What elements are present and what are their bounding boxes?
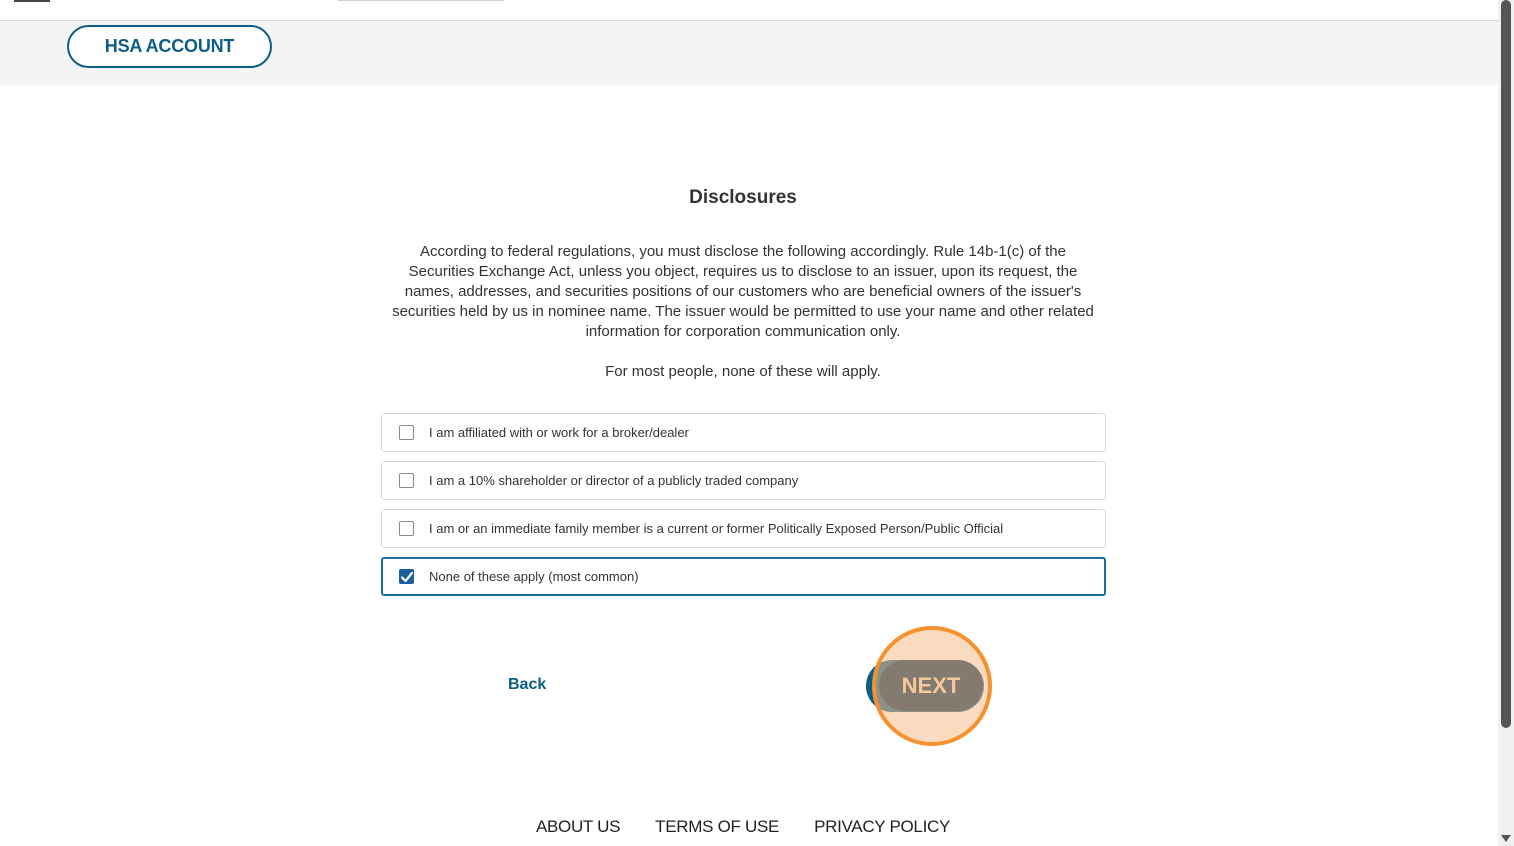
footer-link-about-us[interactable]: ABOUT US [535, 817, 621, 836]
checkbox-10-percent-shareholder[interactable] [399, 473, 414, 488]
scroll-down-arrow-icon[interactable] [1501, 835, 1511, 842]
option-none-apply[interactable] [381, 557, 1106, 596]
option-label: I am a 10% shareholder or director of a publicly traded company [429, 473, 799, 488]
disclosure-intro-text: According to federal regulations, you must disclose the following accordingly. Rule 14b-1(c) of the Securities Exchange Act, unless you object, requires us to disclose to an issuer, upon its request, the names, addresses, and securities positions of our customers who are beneficial owners of the issuer's securities held by us in nominee name. The issuer would be permitted to use your name and other related information for corporation communication only. [392, 243, 1094, 340]
header-field-stub [338, 0, 504, 1]
checkmark-icon [400, 570, 414, 584]
option-10-percent-shareholder[interactable] [381, 461, 1106, 500]
top-header [0, 0, 1498, 21]
footer-links [0, 817, 1486, 837]
option-label: I am or an immediate family member is a current or former Politically Exposed Person/Public Official [429, 521, 1004, 536]
disclosure-options [381, 413, 1106, 605]
checkbox-politically-exposed-person[interactable] [399, 521, 414, 536]
footer-link-privacy-policy[interactable]: PRIVACY POLICY [814, 817, 951, 836]
next-button[interactable]: NEXT [879, 660, 983, 711]
footer-link-terms-of-use[interactable]: TERMS OF USE [655, 817, 780, 836]
account-bar [0, 21, 1498, 85]
back-button[interactable]: Back [508, 676, 547, 693]
checkbox-broker-dealer[interactable] [399, 425, 414, 440]
page-title: Disclosures [689, 187, 797, 208]
scrollbar-thumb[interactable] [1501, 0, 1511, 728]
checkbox-none-apply[interactable] [399, 569, 414, 584]
option-label: None of these apply (most common) [429, 569, 639, 584]
vertical-scrollbar[interactable] [1498, 0, 1514, 846]
option-politically-exposed-person[interactable] [381, 509, 1106, 548]
hsa-account-button[interactable]: HSA ACCOUNT [67, 25, 272, 68]
disclosure-note: For most people, none of these will apply. [605, 363, 881, 380]
option-broker-dealer[interactable] [381, 413, 1106, 452]
menu-label-stub [14, 0, 50, 2]
option-label: I am affiliated with or work for a broker/dealer [429, 425, 689, 440]
